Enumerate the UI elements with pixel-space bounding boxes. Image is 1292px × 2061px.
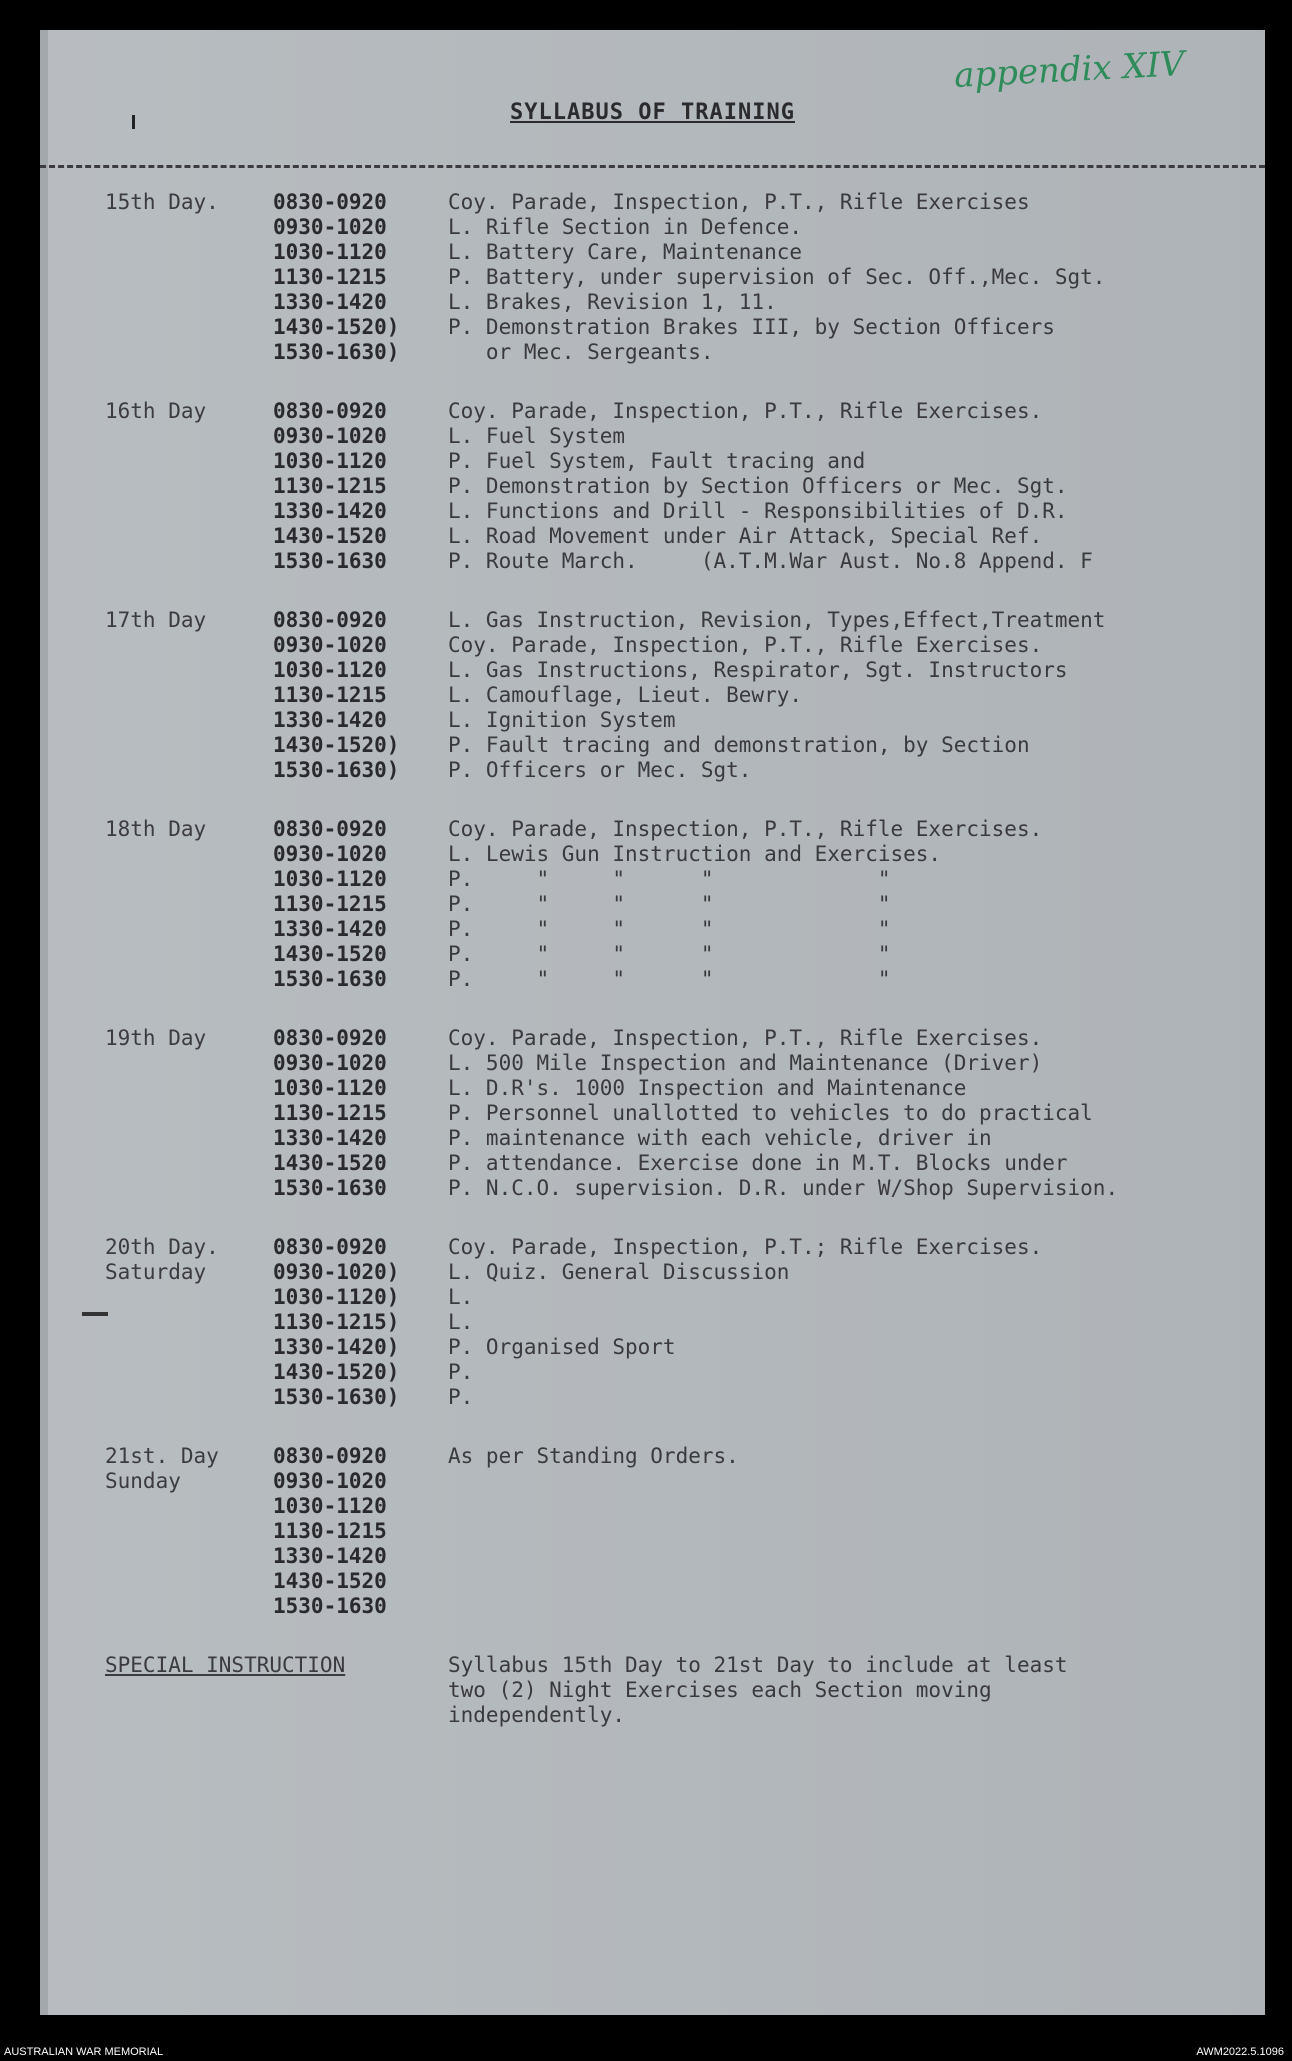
activity-text: L. Functions and Drill - Responsibilities of D.R.	[448, 499, 1068, 523]
time-slot: 1430-1520)	[273, 315, 400, 339]
time-slot: 0930-1020)	[273, 1260, 400, 1284]
time-slot: 0830-0920	[273, 1444, 387, 1468]
time-column	[273, 190, 448, 365]
activity-text	[448, 1594, 1255, 1619]
activity-text: P. Fuel System, Fault tracing and	[448, 449, 866, 473]
day-list	[105, 190, 1255, 1619]
time-column	[273, 1444, 448, 1619]
time-slot: 1030-1120	[273, 449, 387, 473]
activity-column	[448, 399, 1255, 574]
time-column	[273, 1235, 448, 1410]
activity-text: P. Route March. (A.T.M.War Aust. No.8 Append. F	[448, 549, 1093, 573]
activity-text: P. attendance. Exercise done in M.T. Blocks under	[448, 1151, 1068, 1175]
archive-footer	[0, 2043, 1292, 2061]
time-slot: 1130-1215	[273, 1101, 387, 1125]
special-line: Syllabus 15th Day to 21st Day to include at least	[448, 1653, 1068, 1677]
time-slot: 1430-1520	[273, 1151, 387, 1175]
time-column	[273, 1026, 448, 1201]
activity-text	[448, 1544, 1255, 1569]
time-slot: 1330-1420	[273, 499, 387, 523]
special-line: independently.	[448, 1703, 626, 1727]
time-slot: 0930-1020	[273, 1469, 387, 1493]
activity-text: P. " " " "	[448, 942, 891, 966]
time-slot: 1530-1630)	[273, 758, 400, 782]
activity-text: L. D.R's. 1000 Inspection and Maintenance	[448, 1076, 967, 1100]
time-slot: 1130-1215	[273, 892, 387, 916]
time-slot: 1430-1520)	[273, 1360, 400, 1384]
activity-text: L. Quiz. General Discussion	[448, 1260, 790, 1284]
activity-text: or Mec. Sergeants.	[448, 340, 714, 364]
day-block	[105, 399, 1255, 574]
handwritten-annotation: appendix XIV	[953, 43, 1186, 97]
day-label	[105, 817, 273, 992]
day-label	[105, 608, 273, 783]
syllabus-body	[105, 190, 1255, 1728]
day-name: 16th Day	[105, 399, 207, 423]
time-slot: 1530-1630	[273, 967, 387, 991]
activity-text: P. Organised Sport	[448, 1335, 676, 1359]
time-column	[273, 399, 448, 574]
activity-text: P. Officers or Mec. Sgt.	[448, 758, 752, 782]
time-slot: 0830-0920	[273, 1026, 387, 1050]
time-slot: 0830-0920	[273, 1235, 387, 1259]
activity-column	[448, 1235, 1255, 1410]
day-label	[105, 1026, 273, 1201]
day-weekday: Sunday	[105, 1469, 181, 1493]
time-slot: 1430-1520)	[273, 733, 400, 757]
day-weekday: Saturday	[105, 1260, 207, 1284]
activity-text: P. " " " "	[448, 892, 891, 916]
day-label	[105, 399, 273, 574]
day-name: 17th Day	[105, 608, 207, 632]
activity-text: P. Personnel unallotted to vehicles to do practical	[448, 1101, 1093, 1125]
time-slot: 1430-1520	[273, 524, 387, 548]
time-slot: 0830-0920	[273, 190, 387, 214]
time-column	[273, 817, 448, 992]
activity-text: Coy. Parade, Inspection, P.T.; Rifle Exercises.	[448, 1235, 1043, 1259]
day-block	[105, 1444, 1255, 1619]
time-slot: 1030-1120	[273, 658, 387, 682]
activity-text: L. Battery Care, Maintenance	[448, 240, 803, 264]
activity-column	[448, 190, 1255, 365]
activity-text	[448, 1519, 1255, 1544]
time-slot: 1330-1420	[273, 1544, 387, 1568]
time-slot: 1330-1420)	[273, 1335, 400, 1359]
activity-text	[448, 1569, 1255, 1594]
day-block	[105, 608, 1255, 783]
activity-text: L. Fuel System	[448, 424, 626, 448]
activity-column	[448, 1444, 1255, 1619]
day-block	[105, 1026, 1255, 1201]
day-block	[105, 190, 1255, 365]
activity-text: P. " " " "	[448, 917, 891, 941]
activity-text	[448, 1469, 1255, 1494]
activity-text: Coy. Parade, Inspection, P.T., Rifle Exercises	[448, 190, 1030, 214]
activity-text: L. Road Movement under Air Attack, Special Ref.	[448, 524, 1043, 548]
footer-reference: AWM2022.5.1096	[1196, 2046, 1284, 2058]
activity-text: Coy. Parade, Inspection, P.T., Rifle Exercises.	[448, 817, 1043, 841]
activity-text: L. Camouflage, Lieut. Bewry.	[448, 683, 803, 707]
time-slot: 1130-1215	[273, 474, 387, 498]
document-title: SYLLABUS OF TRAINING	[510, 100, 795, 125]
activity-text: P. maintenance with each vehicle, driver in	[448, 1126, 992, 1150]
time-slot: 0930-1020	[273, 633, 387, 657]
time-slot: 0930-1020	[273, 1051, 387, 1075]
special-instruction-text	[448, 1653, 1255, 1728]
time-slot: 1330-1420	[273, 708, 387, 732]
activity-text: L. Rifle Section in Defence.	[448, 215, 803, 239]
time-slot: 1430-1520	[273, 1569, 387, 1593]
special-instruction-label: SPECIAL INSTRUCTION	[105, 1653, 346, 1677]
day-label	[105, 190, 273, 365]
activity-text: P. Fault tracing and demonstration, by Section	[448, 733, 1030, 757]
time-slot: 1130-1215	[273, 265, 387, 289]
day-block	[105, 817, 1255, 992]
time-slot: 0830-0920	[273, 399, 387, 423]
time-slot: 0930-1020	[273, 424, 387, 448]
day-name: 15th Day.	[105, 190, 219, 214]
activity-text: L. Lewis Gun Instruction and Exercises.	[448, 842, 942, 866]
special-line: two (2) Night Exercises each Section moving	[448, 1678, 992, 1702]
footer-institution: AUSTRALIAN WAR MEMORIAL	[4, 2046, 164, 2058]
time-slot: 0930-1020	[273, 215, 387, 239]
time-slot: 1330-1420	[273, 917, 387, 941]
activity-text	[448, 1494, 1255, 1519]
time-slot: 1030-1120	[273, 1076, 387, 1100]
day-name: 19th Day	[105, 1026, 207, 1050]
activity-column	[448, 1026, 1255, 1201]
time-column	[273, 608, 448, 783]
activity-text: As per Standing Orders.	[448, 1444, 739, 1468]
time-slot: 1530-1630	[273, 1176, 387, 1200]
activity-text: L. Brakes, Revision 1, 11.	[448, 290, 777, 314]
day-block	[105, 1235, 1255, 1410]
time-slot: 0830-0920	[273, 608, 387, 632]
activity-text: P. Battery, under supervision of Sec. Off.,Mec. Sgt.	[448, 265, 1106, 289]
time-slot: 1030-1120)	[273, 1285, 400, 1309]
time-slot: 1530-1630	[273, 1594, 387, 1618]
time-slot: 0930-1020	[273, 842, 387, 866]
activity-text: P. " " " "	[448, 967, 891, 991]
activity-text: L. Gas Instruction, Revision, Types,Effect,Treatment	[448, 608, 1106, 632]
activity-text: Coy. Parade, Inspection, P.T., Rifle Exercises.	[448, 1026, 1043, 1050]
activity-text: L. Ignition System	[448, 708, 676, 732]
day-label	[105, 1235, 273, 1410]
time-slot: 1530-1630	[273, 549, 387, 573]
time-slot: 1330-1420	[273, 290, 387, 314]
dashed-divider	[40, 165, 1265, 168]
activity-text: P. N.C.O. supervision. D.R. under W/Shop Supervision.	[448, 1176, 1119, 1200]
activity-text: P. Demonstration Brakes III, by Section Officers	[448, 315, 1055, 339]
time-slot: 0830-0920	[273, 817, 387, 841]
time-slot: 1530-1630)	[273, 1385, 400, 1409]
activity-text: L.	[448, 1310, 474, 1334]
time-slot: 1030-1120	[273, 1494, 387, 1518]
time-slot: 1030-1120	[273, 867, 387, 891]
time-slot: 1330-1420	[273, 1126, 387, 1150]
day-name: 20th Day.	[105, 1235, 219, 1259]
time-slot: 1130-1215	[273, 1519, 387, 1543]
activity-text: P. Demonstration by Section Officers or Mec. Sgt.	[448, 474, 1068, 498]
activity-text: Coy. Parade, Inspection, P.T., Rifle Exercises.	[448, 399, 1043, 423]
activity-text: Coy. Parade, Inspection, P.T., Rifle Exercises.	[448, 633, 1043, 657]
time-slot: 1430-1520	[273, 942, 387, 966]
activity-text: L.	[448, 1285, 474, 1309]
day-name: 18th Day	[105, 817, 207, 841]
day-name: 21st. Day	[105, 1444, 219, 1468]
activity-column	[448, 817, 1255, 992]
activity-text: L. Gas Instructions, Respirator, Sgt. Instructors	[448, 658, 1068, 682]
document-page	[40, 30, 1265, 2015]
activity-column	[448, 608, 1255, 783]
time-slot: 1030-1120	[273, 240, 387, 264]
activity-text: P.	[448, 1385, 474, 1409]
special-instruction	[105, 1653, 1255, 1728]
time-slot: 1130-1215)	[273, 1310, 400, 1334]
time-slot: 1130-1215	[273, 683, 387, 707]
day-label	[105, 1444, 273, 1619]
activity-text: L. 500 Mile Inspection and Maintenance (Driver)	[448, 1051, 1043, 1075]
time-slot: 1530-1630)	[273, 340, 400, 364]
activity-text: P. " " " "	[448, 867, 891, 891]
activity-text: P.	[448, 1360, 474, 1384]
page-fold-shadow	[40, 30, 48, 2015]
